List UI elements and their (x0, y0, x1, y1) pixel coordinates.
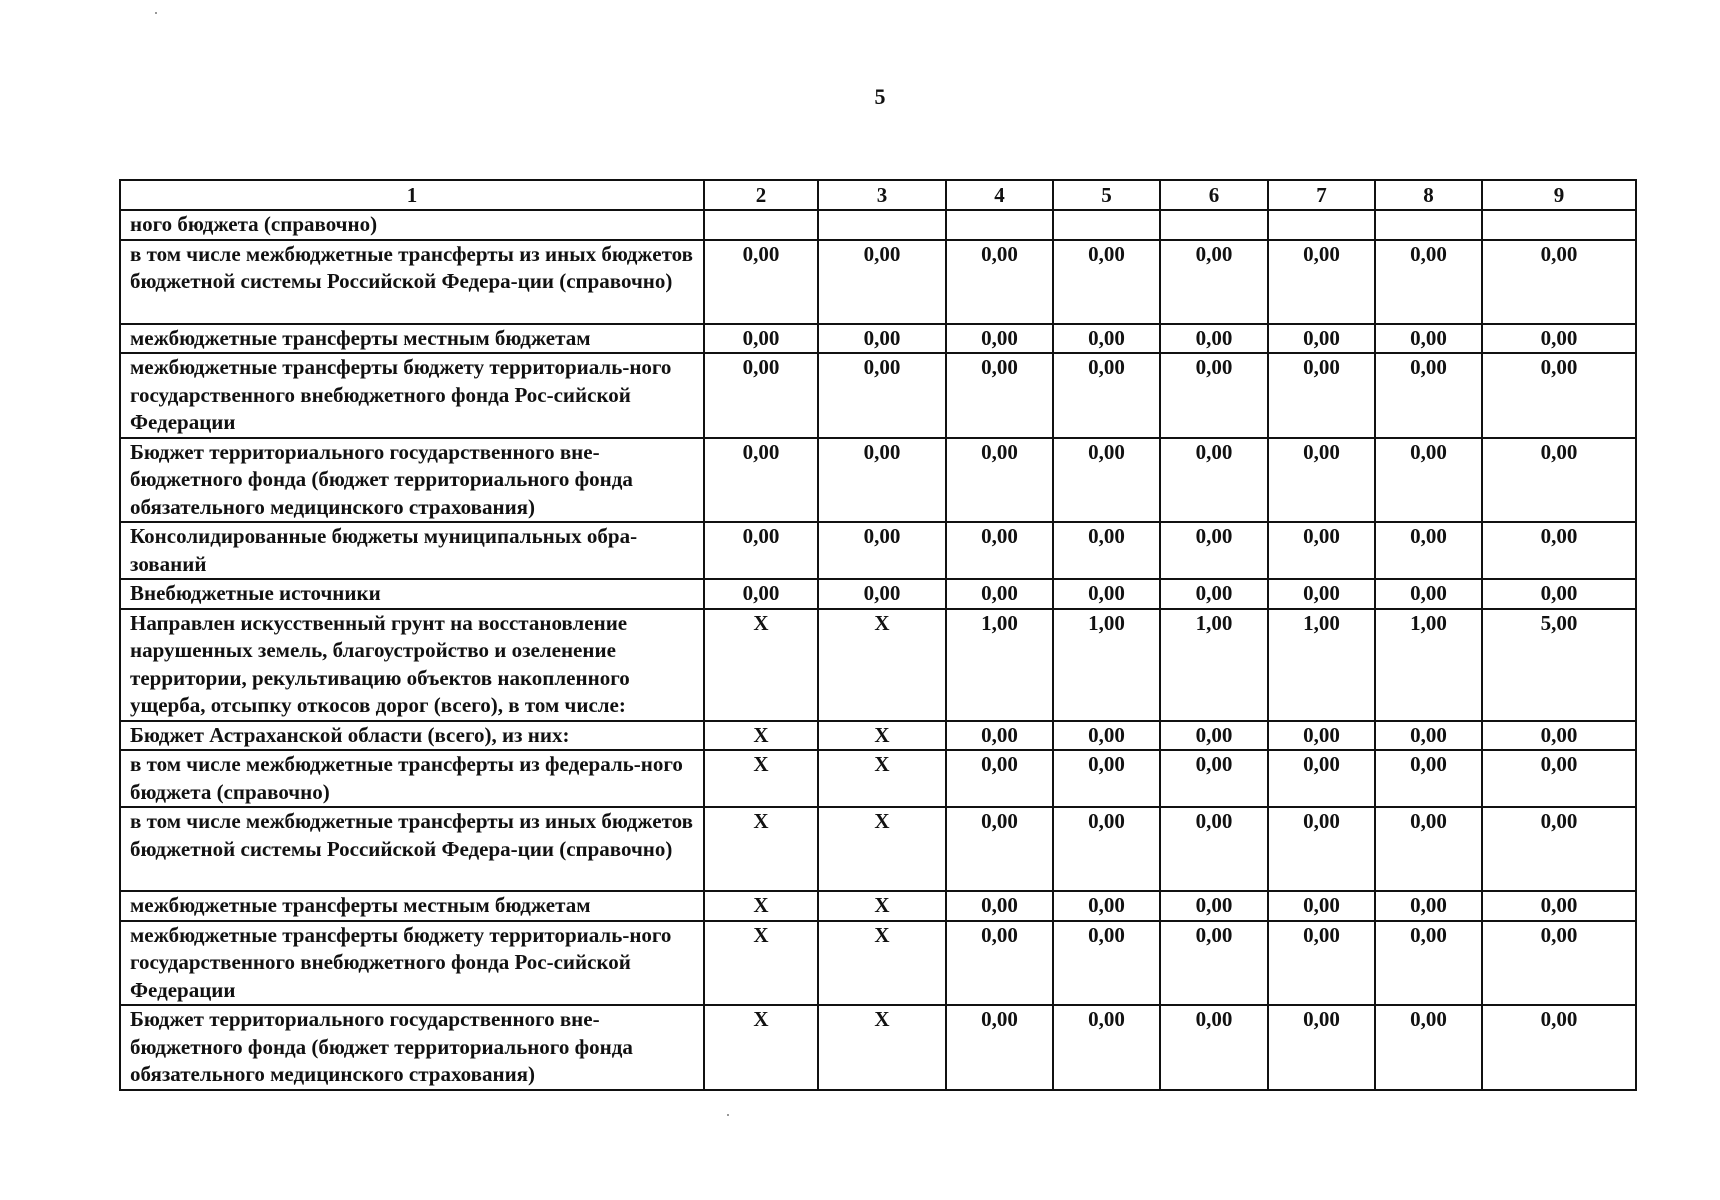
value-cell: 0,00 (1053, 579, 1160, 609)
value-cell: 0,00 (704, 579, 818, 609)
value-cell: 1,00 (1160, 609, 1268, 721)
table-body (120, 210, 1636, 1090)
value-cell: X (704, 721, 818, 751)
value-cell: 0,00 (1268, 522, 1375, 579)
table-row (120, 721, 1636, 751)
value-cell: X (818, 609, 946, 721)
value-cell: 0,00 (1268, 324, 1375, 354)
column-header-1: 1 (120, 180, 704, 210)
value-cell: 0,00 (1160, 807, 1268, 891)
value-cell: X (704, 1005, 818, 1090)
value-cell: 0,00 (1375, 522, 1482, 579)
table-row (120, 579, 1636, 609)
column-header-5: 5 (1053, 180, 1160, 210)
value-cell: 0,00 (1375, 438, 1482, 523)
value-cell: 0,00 (1160, 522, 1268, 579)
table-row (120, 353, 1636, 438)
value-cell: 0,00 (818, 324, 946, 354)
column-header-4: 4 (946, 180, 1053, 210)
value-cell: 0,00 (1375, 721, 1482, 751)
value-cell: 0,00 (1160, 324, 1268, 354)
value-cell: 0,00 (1160, 721, 1268, 751)
value-cell: 0,00 (1482, 721, 1636, 751)
value-cell (1482, 210, 1636, 240)
value-cell (1160, 210, 1268, 240)
value-cell: 0,00 (1053, 353, 1160, 438)
value-cell: 0,00 (704, 324, 818, 354)
value-cell: 0,00 (1482, 891, 1636, 921)
row-label: межбюджетные трансферты бюджету территориаль-ного государственного внебюджетного фонда Рос-сийской Федерации (120, 921, 704, 1006)
value-cell: 0,00 (946, 353, 1053, 438)
value-cell: 0,00 (1375, 240, 1482, 324)
value-cell: 0,00 (946, 891, 1053, 921)
budget-table (119, 179, 1637, 1091)
table-row (120, 210, 1636, 240)
value-cell: 0,00 (1160, 750, 1268, 807)
value-cell: 0,00 (1053, 807, 1160, 891)
value-cell: 0,00 (1053, 438, 1160, 523)
value-cell: 0,00 (1482, 522, 1636, 579)
value-cell: 0,00 (1482, 750, 1636, 807)
value-cell: 0,00 (1268, 240, 1375, 324)
value-cell: 0,00 (1160, 438, 1268, 523)
value-cell: 0,00 (1375, 750, 1482, 807)
table-row (120, 807, 1636, 891)
value-cell: 0,00 (1375, 921, 1482, 1006)
column-header-9: 9 (1482, 180, 1636, 210)
value-cell: 0,00 (946, 750, 1053, 807)
value-cell: 0,00 (1160, 921, 1268, 1006)
row-label: межбюджетные трансферты местным бюджетам (120, 891, 704, 921)
value-cell: 0,00 (946, 721, 1053, 751)
value-cell (1268, 210, 1375, 240)
value-cell: 0,00 (1268, 891, 1375, 921)
value-cell: X (704, 609, 818, 721)
value-cell: 0,00 (946, 579, 1053, 609)
row-label: Бюджет Астраханской области (всего), из них: (120, 721, 704, 751)
value-cell: X (704, 921, 818, 1006)
value-cell: X (704, 891, 818, 921)
value-cell: 0,00 (704, 438, 818, 523)
value-cell: 0,00 (1268, 438, 1375, 523)
value-cell: 0,00 (818, 579, 946, 609)
value-cell: X (818, 921, 946, 1006)
row-label: Консолидированные бюджеты муниципальных обра-зований (120, 522, 704, 579)
table-row (120, 438, 1636, 523)
column-header-6: 6 (1160, 180, 1268, 210)
value-cell: 0,00 (946, 324, 1053, 354)
value-cell: 0,00 (704, 353, 818, 438)
value-cell: 0,00 (946, 522, 1053, 579)
value-cell: 0,00 (946, 807, 1053, 891)
value-cell: 0,00 (1053, 324, 1160, 354)
value-cell: 0,00 (1268, 721, 1375, 751)
value-cell: 5,00 (1482, 609, 1636, 721)
value-cell: 0,00 (1482, 438, 1636, 523)
value-cell (1375, 210, 1482, 240)
value-cell: X (818, 807, 946, 891)
row-label: Направлен искусственный грунт на восстановление нарушенных земель, благоустройство и озеленение территории, рекультивацию объектов накопленного ущерба, отсыпку откосов дорог (всего), в том числе: (120, 609, 704, 721)
value-cell: 0,00 (1053, 240, 1160, 324)
row-label: в том числе межбюджетные трансферты из иных бюджетов бюджетной системы Российской Федера-ции (справочно) (120, 240, 704, 324)
table-row (120, 1005, 1636, 1090)
column-header-7: 7 (1268, 180, 1375, 210)
value-cell: 0,00 (1375, 353, 1482, 438)
value-cell (704, 210, 818, 240)
value-cell: 0,00 (1375, 579, 1482, 609)
row-label: ного бюджета (справочно) (120, 210, 704, 240)
value-cell: 0,00 (818, 522, 946, 579)
value-cell: 0,00 (946, 1005, 1053, 1090)
row-label: Бюджет территориального государственного вне-бюджетного фонда (бюджет территориального фонда обязательного медицинского страхования) (120, 1005, 704, 1090)
table-header (120, 180, 1636, 210)
value-cell: 0,00 (704, 522, 818, 579)
value-cell: 1,00 (946, 609, 1053, 721)
value-cell: 0,00 (1268, 807, 1375, 891)
value-cell (1053, 210, 1160, 240)
value-cell: 0,00 (946, 240, 1053, 324)
table-row (120, 750, 1636, 807)
value-cell: 0,00 (1053, 750, 1160, 807)
value-cell: X (704, 807, 818, 891)
value-cell: 0,00 (1268, 750, 1375, 807)
page-number: 5 (874, 84, 886, 109)
value-cell: 0,00 (1482, 1005, 1636, 1090)
table-row (120, 240, 1636, 324)
column-header-3: 3 (818, 180, 946, 210)
value-cell: 0,00 (1268, 921, 1375, 1006)
table-row (120, 522, 1636, 579)
header-row (120, 180, 1636, 210)
value-cell: 0,00 (1375, 891, 1482, 921)
value-cell: 0,00 (1053, 891, 1160, 921)
table-row (120, 324, 1636, 354)
value-cell: X (818, 721, 946, 751)
row-label: Бюджет территориального государственного вне-бюджетного фонда (бюджет территориального фонда обязательного медицинского страхования) (120, 438, 704, 523)
value-cell: 0,00 (704, 240, 818, 324)
value-cell: 1,00 (1053, 609, 1160, 721)
scan-speck (727, 1114, 729, 1116)
value-cell: 0,00 (946, 921, 1053, 1006)
value-cell: 0,00 (1053, 1005, 1160, 1090)
value-cell: 0,00 (1160, 353, 1268, 438)
value-cell: 0,00 (946, 438, 1053, 523)
value-cell: 0,00 (1268, 353, 1375, 438)
table-row (120, 609, 1636, 721)
value-cell: 0,00 (1482, 921, 1636, 1006)
value-cell: 1,00 (1375, 609, 1482, 721)
value-cell (818, 210, 946, 240)
value-cell: 0,00 (1375, 807, 1482, 891)
value-cell: 0,00 (1053, 921, 1160, 1006)
value-cell: X (818, 1005, 946, 1090)
table-row (120, 891, 1636, 921)
value-cell: 0,00 (1482, 579, 1636, 609)
value-cell: 0,00 (1482, 807, 1636, 891)
column-header-8: 8 (1375, 180, 1482, 210)
value-cell: 0,00 (818, 438, 946, 523)
column-header-2: 2 (704, 180, 818, 210)
row-label: в том числе межбюджетные трансферты из иных бюджетов бюджетной системы Российской Федера-ции (справочно) (120, 807, 704, 891)
value-cell: 0,00 (1482, 353, 1636, 438)
value-cell: 0,00 (1375, 1005, 1482, 1090)
value-cell: 0,00 (1160, 240, 1268, 324)
value-cell: 0,00 (1482, 324, 1636, 354)
value-cell: 0,00 (1268, 1005, 1375, 1090)
value-cell: X (818, 891, 946, 921)
row-label: межбюджетные трансферты местным бюджетам (120, 324, 704, 354)
row-label: межбюджетные трансферты бюджету территориаль-ного государственного внебюджетного фонда Рос-сийской Федерации (120, 353, 704, 438)
value-cell: 0,00 (1160, 891, 1268, 921)
table-row (120, 921, 1636, 1006)
value-cell: X (704, 750, 818, 807)
value-cell: X (818, 750, 946, 807)
value-cell: 0,00 (1482, 240, 1636, 324)
value-cell: 0,00 (1053, 721, 1160, 751)
row-label: в том числе межбюджетные трансферты из федераль-ного бюджета (справочно) (120, 750, 704, 807)
value-cell: 0,00 (1053, 522, 1160, 579)
scan-speck (155, 12, 157, 14)
value-cell: 0,00 (1268, 579, 1375, 609)
row-label: Внебюджетные источники (120, 579, 704, 609)
budget-table-container (119, 179, 1635, 1091)
value-cell: 0,00 (818, 353, 946, 438)
value-cell: 0,00 (818, 240, 946, 324)
value-cell: 0,00 (1160, 1005, 1268, 1090)
value-cell: 0,00 (1160, 579, 1268, 609)
value-cell: 0,00 (1375, 324, 1482, 354)
value-cell (946, 210, 1053, 240)
value-cell: 1,00 (1268, 609, 1375, 721)
